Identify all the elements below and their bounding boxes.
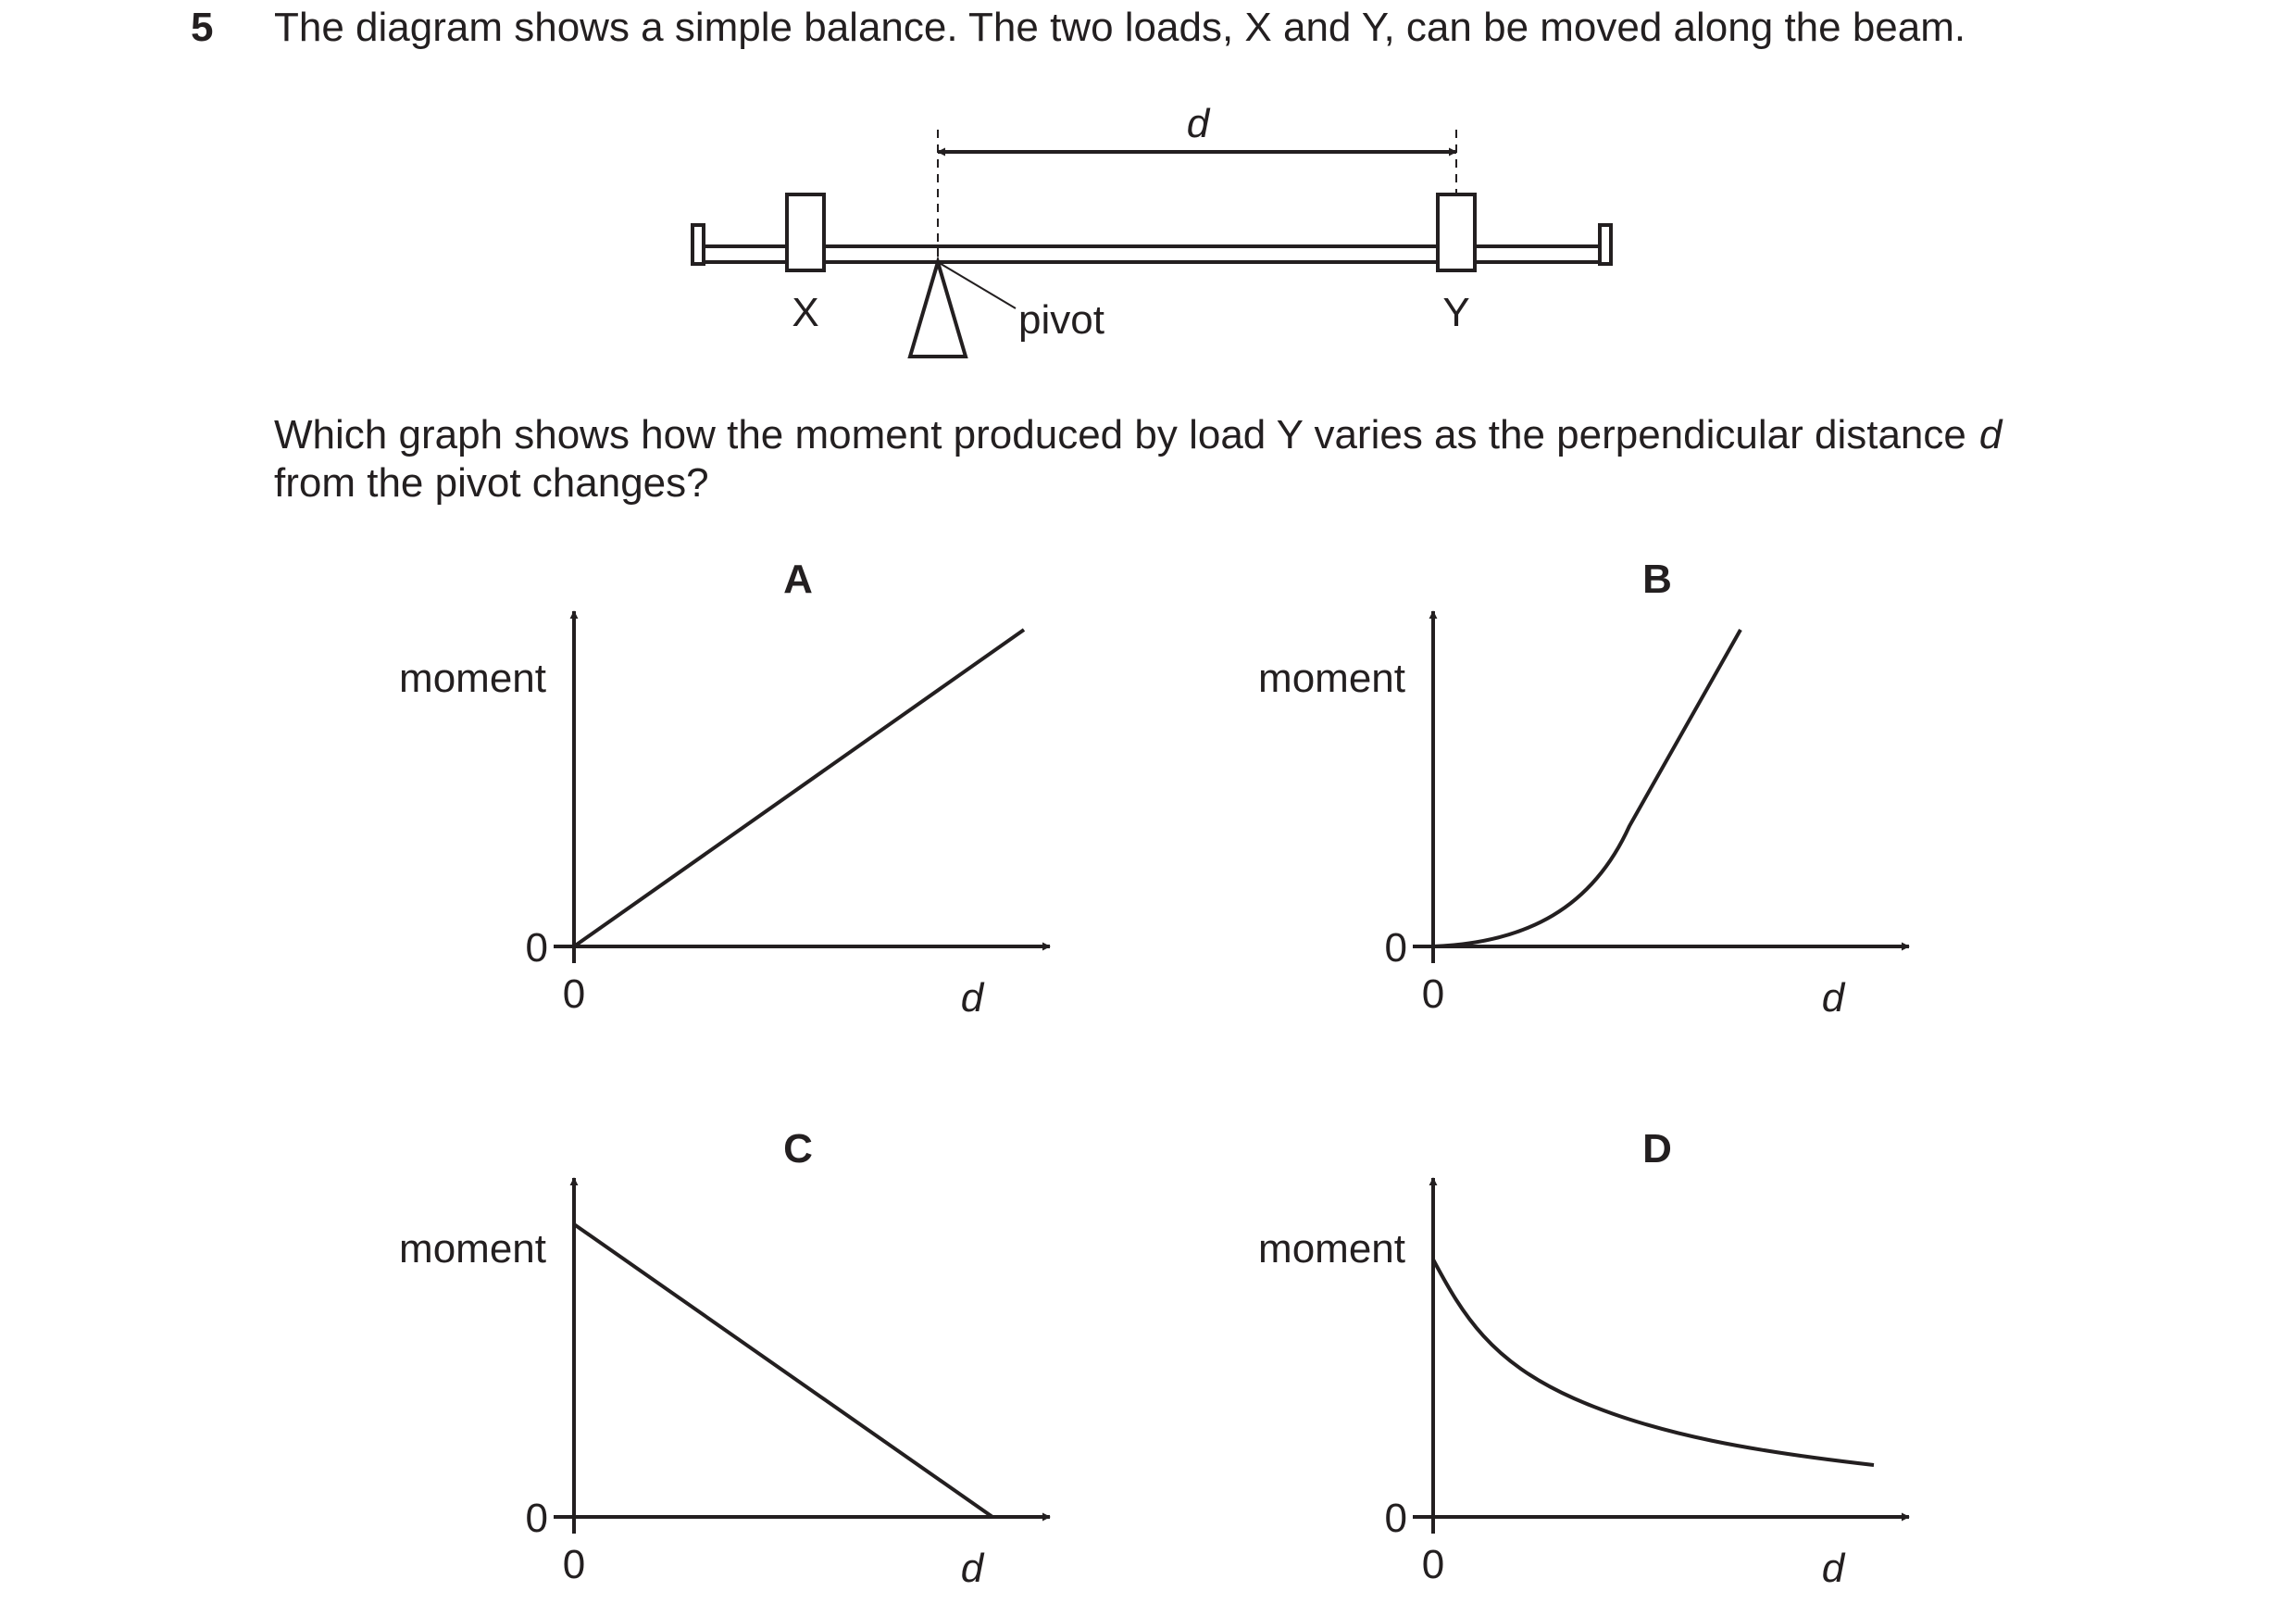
graph-y-origin-label: 0 bbox=[1384, 925, 1407, 971]
graph-option-label: B bbox=[1642, 557, 1672, 602]
graph-y-label: moment bbox=[1258, 1226, 1405, 1272]
graph-curve bbox=[574, 1224, 992, 1517]
load-x bbox=[787, 194, 824, 270]
load-x-label: X bbox=[792, 290, 819, 335]
graph-y-label: moment bbox=[399, 1226, 546, 1272]
graph-curve bbox=[574, 630, 1024, 946]
graph-curve bbox=[1433, 630, 1741, 946]
graph-x-origin-label: 0 bbox=[1421, 971, 1445, 1017]
graph-y-origin-label: 0 bbox=[525, 925, 548, 971]
question-intro: The diagram shows a simple balance. The two loads, X and Y, can be moved along the beam. bbox=[274, 5, 1966, 50]
pivot-triangle bbox=[910, 262, 966, 357]
graph-y-label: moment bbox=[399, 656, 546, 701]
question-prompt bbox=[274, 412, 2003, 457]
graph-y-origin-label: 0 bbox=[525, 1496, 548, 1541]
prompt-variable: d bbox=[1978, 412, 2003, 457]
graph-c bbox=[399, 1126, 1050, 1591]
graph-curve bbox=[1433, 1259, 1874, 1465]
graph-x-label: d bbox=[1821, 1546, 1845, 1591]
distance-label: d bbox=[1186, 101, 1210, 146]
load-y-label: Y bbox=[1442, 290, 1470, 335]
graph-option-label: D bbox=[1642, 1126, 1672, 1171]
graph-option-label: A bbox=[783, 557, 813, 602]
balance-diagram bbox=[693, 130, 1611, 357]
graph-x-origin-label: 0 bbox=[1421, 1542, 1445, 1587]
pivot-label: pivot bbox=[1018, 297, 1104, 343]
graph-y-origin-label: 0 bbox=[1384, 1496, 1407, 1541]
graph-x-label: d bbox=[960, 975, 984, 1021]
graph-x-label: d bbox=[960, 1546, 984, 1591]
prompt-line-1: Which graph shows how the moment produced by load Y varies as the perpendicular distance bbox=[274, 412, 1966, 457]
graph-d bbox=[1258, 1126, 1909, 1591]
graph-x-origin-label: 0 bbox=[562, 971, 586, 1017]
question-number: 5 bbox=[191, 5, 214, 50]
graph-option-label: C bbox=[783, 1126, 813, 1171]
graph-x-label: d bbox=[1821, 975, 1845, 1021]
graph-b bbox=[1258, 557, 1909, 1021]
load-y bbox=[1438, 194, 1475, 270]
graph-y-label: moment bbox=[1258, 656, 1405, 701]
graph-x-origin-label: 0 bbox=[562, 1542, 586, 1587]
prompt-line-2: from the pivot changes? bbox=[274, 460, 709, 506]
graph-a bbox=[399, 557, 1050, 1021]
